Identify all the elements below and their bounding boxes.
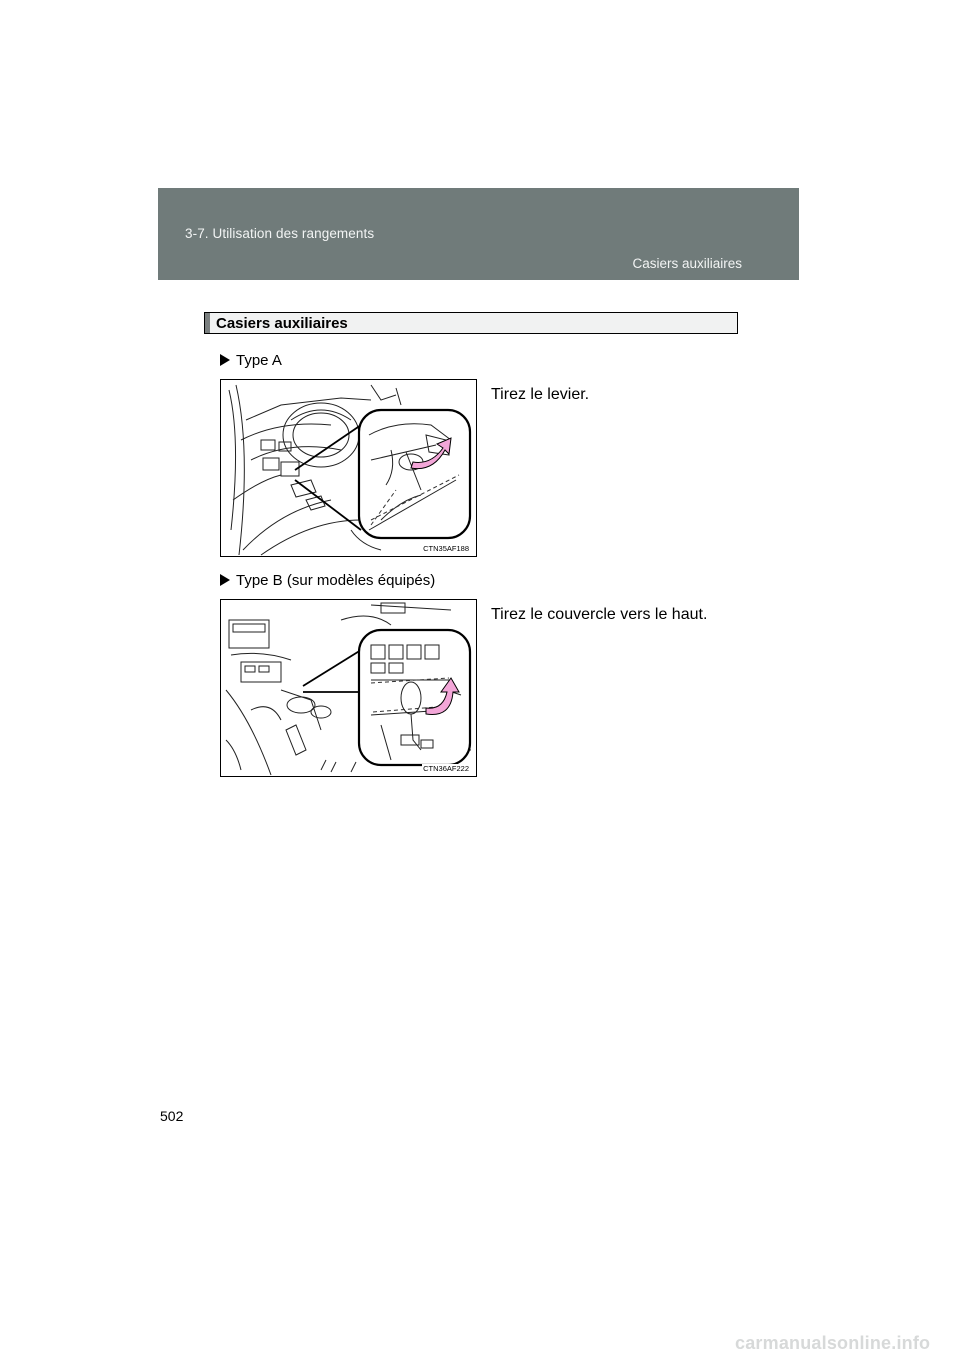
dashboard-lower-left-drawing [221, 380, 476, 556]
triangle-bullet-icon [220, 574, 230, 586]
triangle-bullet-icon [220, 354, 230, 366]
type-a-label [220, 352, 282, 370]
watermark [735, 1333, 953, 1353]
type-b-instruction: Tirez le couvercle vers le haut. [491, 606, 708, 623]
watermark-text: carmanualsonline.info [735, 1333, 931, 1353]
type-a-text: Type A [236, 352, 282, 369]
section-title: Casiers auxiliaires [216, 315, 348, 332]
type-a-instruction: Tirez le levier. [491, 386, 590, 403]
figure-code: CTN35AF188 [423, 544, 469, 553]
section-name: Casiers auxiliaires [632, 256, 742, 271]
chapter-title: 3-7. Utilisation des rangements [185, 226, 375, 241]
figure-code: CTN36AF222 [423, 764, 469, 773]
type-a-illustration [220, 379, 477, 557]
title-bar-accent [205, 313, 210, 333]
chapter-header [158, 188, 799, 280]
type-b-label [220, 572, 435, 590]
section-title-box [204, 312, 738, 334]
type-b-text: Type B (sur modèles équipés) [236, 572, 436, 589]
type-b-illustration [220, 599, 477, 777]
page-number: 502 [160, 1108, 184, 1124]
center-console-drawing [221, 600, 476, 776]
